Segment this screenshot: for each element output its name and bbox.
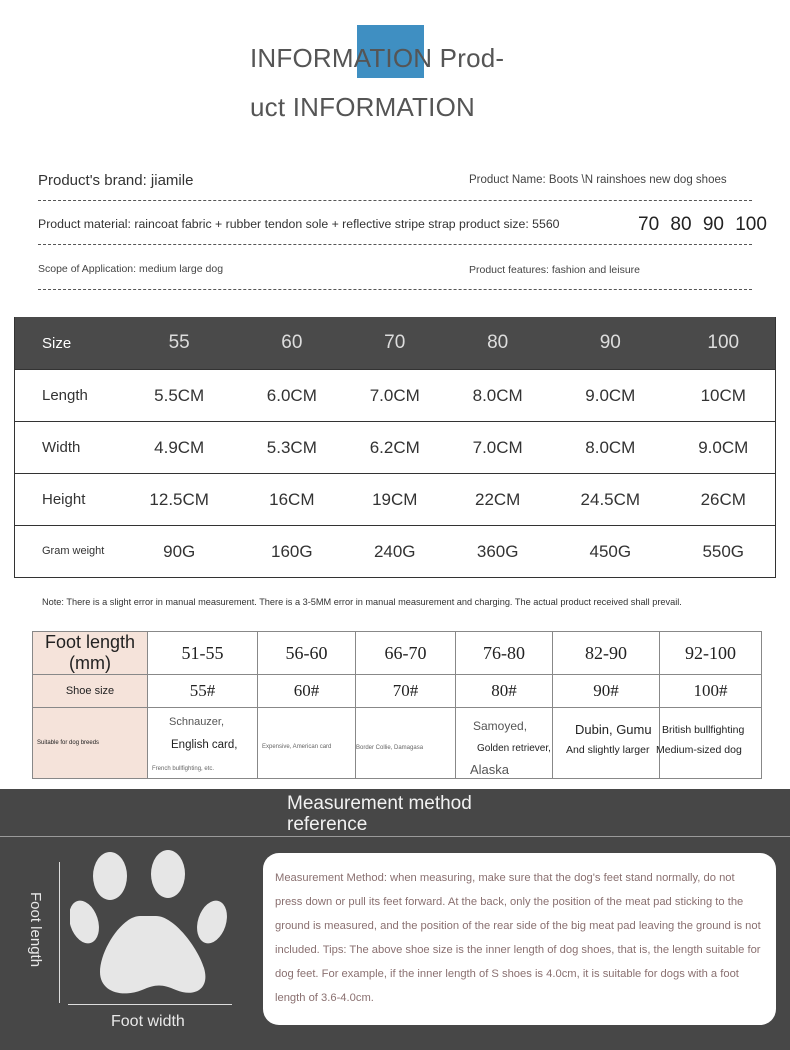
product-sizes-inline: 70 80 90 100 <box>638 214 767 235</box>
length-row <box>15 370 776 422</box>
row-label: Gram weight <box>15 526 119 578</box>
table-cell: 60# <box>258 675 356 708</box>
table-cell: 24.5CM <box>549 474 671 526</box>
breed-text: Alaska <box>470 762 510 777</box>
table-cell: 450G <box>549 526 671 578</box>
height-row <box>15 474 776 526</box>
table-cell: 8.0CM <box>446 370 549 422</box>
table-cell: 5.5CM <box>118 370 240 422</box>
foot-length-axis <box>59 862 60 1003</box>
table-cell: 9.0CM <box>549 370 671 422</box>
foot-width-label: Foot width <box>111 1013 185 1030</box>
breed-table <box>32 631 762 779</box>
table-cell: 19CM <box>343 474 446 526</box>
weight-row <box>15 526 776 578</box>
breed-cell <box>456 708 553 779</box>
table-cell: 5.3CM <box>240 422 343 474</box>
size-header-cell: 55 <box>118 317 240 370</box>
breed-text: Schnauzer, <box>169 716 225 728</box>
size-header-cell: 100 <box>671 317 775 370</box>
product-name: Product Name: Boots \N rainshoes new dog shoes <box>469 174 727 186</box>
table-cell: 550G <box>671 526 775 578</box>
breed-cell <box>148 708 258 779</box>
row-label: Shoe size <box>33 675 148 708</box>
breed-cell <box>258 708 356 779</box>
divider <box>0 836 790 837</box>
breed-text: Samoyed, <box>473 719 528 733</box>
breed-text: British bullfighting <box>662 724 745 736</box>
breed-cell <box>656 708 762 779</box>
table-cell: 51-55 <box>148 632 258 675</box>
size-header-cell: 70 <box>343 317 446 370</box>
breed-text: And slightly larger <box>566 744 650 756</box>
size-header-cell: 80 <box>446 317 549 370</box>
page-title-line1: INFORMATION Prod- <box>250 43 505 73</box>
application-scope: Scope of Application: medium large dog <box>38 263 224 275</box>
foot-width-axis <box>68 1004 232 1005</box>
table-cell: 82-90 <box>553 632 660 675</box>
breeds-row <box>33 708 762 779</box>
table-cell: 12.5CM <box>118 474 240 526</box>
size-header-label: Size <box>15 317 119 370</box>
breed-text: Medium-sized dog <box>656 744 742 756</box>
table-cell: 6.0CM <box>240 370 343 422</box>
shoe-size-row <box>33 675 762 708</box>
breed-text: Expensive, American card <box>262 744 332 750</box>
row-label: Width <box>15 422 119 474</box>
table-cell: 7.0CM <box>446 422 549 474</box>
table-cell: 4.9CM <box>118 422 240 474</box>
breed-text: French bullfighting, etc. <box>152 766 215 772</box>
breed-cell <box>356 708 456 779</box>
breed-text: Border Collie, Damagasa <box>356 745 424 751</box>
product-brand: Product's brand: jiamile <box>38 172 194 189</box>
product-material: Product material: raincoat fabric + rubber tendon sole + reflective stripe strap product size: 5560 <box>38 217 560 231</box>
table-cell: 7.0CM <box>343 370 446 422</box>
table-cell: 360G <box>446 526 549 578</box>
table-cell: 10CM <box>671 370 775 422</box>
size-header-cell: 60 <box>240 317 343 370</box>
foot-length-row <box>33 632 762 675</box>
table-cell: 160G <box>240 526 343 578</box>
table-cell: 22CM <box>446 474 549 526</box>
row-label: Foot length (mm) <box>33 632 148 675</box>
table-cell: 55# <box>148 675 258 708</box>
table-cell: 6.2CM <box>343 422 446 474</box>
size-header-row <box>15 317 776 370</box>
measurement-note: Note: There is a slight error in manual measurement. There is a 3-5MM error in manual measurement and charging. The actual product received shall prevail. <box>42 597 682 607</box>
table-cell: 66-70 <box>356 632 456 675</box>
divider <box>38 289 752 290</box>
breed-text: English card, <box>171 739 238 751</box>
table-cell: 70# <box>356 675 456 708</box>
table-cell: 56-60 <box>258 632 356 675</box>
row-label: Height <box>15 474 119 526</box>
table-cell: 8.0CM <box>549 422 671 474</box>
table-cell: 26CM <box>671 474 775 526</box>
table-cell: 76-80 <box>456 632 553 675</box>
table-cell: 90G <box>118 526 240 578</box>
table-cell: 16CM <box>240 474 343 526</box>
breed-cell <box>553 708 660 779</box>
measurement-title: Measurement method reference <box>287 793 472 835</box>
table-cell: 92-100 <box>660 632 762 675</box>
size-header-cell: 90 <box>549 317 671 370</box>
row-label: Suitable for dog breeds <box>33 708 148 779</box>
table-cell: 240G <box>343 526 446 578</box>
size-table <box>14 317 776 578</box>
product-features: Product features: fashion and leisure <box>469 264 641 276</box>
divider <box>38 244 752 245</box>
page-title <box>250 34 504 132</box>
breed-text: Dubin, Gumu <box>575 722 652 737</box>
foot-length-label: Foot length <box>27 892 44 968</box>
row-label: Length <box>15 370 119 422</box>
table-cell: 90# <box>553 675 660 708</box>
width-row <box>15 422 776 474</box>
table-cell: 80# <box>456 675 553 708</box>
page-title-line2: uct INFORMATION <box>250 92 475 122</box>
paw-icon <box>70 850 230 1000</box>
breed-text: Golden retriever, <box>477 743 551 754</box>
table-cell: 100# <box>660 675 762 708</box>
measurement-text: Measurement Method: when measuring, make sure that the dog's feet stand normally, do not press down or pull its feet forward. At the back, only the position of the meat pad sticking to the ground is measured, and the position of the rear side of the big meat pad leaving the ground is not included. Tips: The above shoe size is the inner length of dog shoes, that is, the length suitable for dog feet. For example, if the inner length of S shoes is 4.0cm, it is suitable for dogs with a foot length of 3.6-4.0cm. <box>275 872 761 1004</box>
table-cell: 9.0CM <box>671 422 775 474</box>
divider <box>38 200 752 201</box>
